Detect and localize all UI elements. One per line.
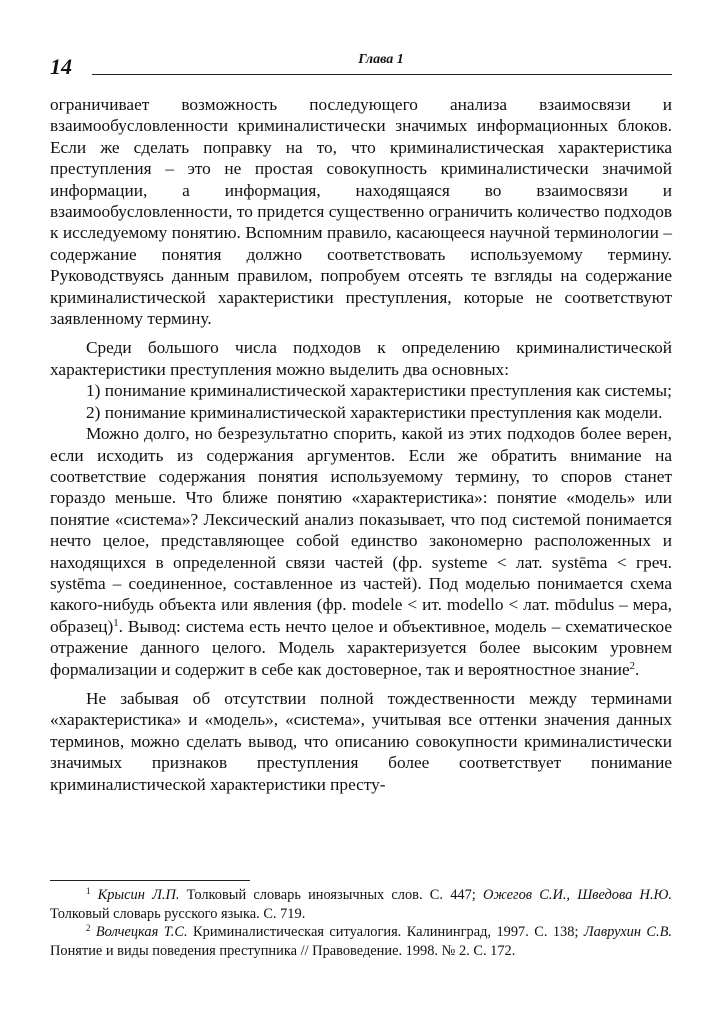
footnote-2-author-1: Волчецкая Т.С.: [95, 924, 188, 941]
footnote-2-mark: 2: [86, 923, 91, 934]
footnote-ref-1: 1: [113, 616, 119, 629]
running-head: Глава 1: [358, 52, 404, 67]
paragraph-5-part-b: . Вывод: система есть нечто целое и объективное, модель – схематическое отражение данного целого. Модель характеризуется более высоким уровнем формализации и содержит в себе как достоверное, так и вероятностное знание: [50, 616, 672, 679]
paragraph-4: 2) понимание криминалистической характеристики преступления как модели.: [86, 402, 663, 422]
footnotes: [50, 886, 672, 960]
footnote-2-author-2: Лаврухин С.В.: [583, 924, 672, 941]
paragraph-1: ограничивает возможность последующего анализа взаимосвязи и взаимообусловленности криминалистически значимых информационных блоков. Если же сделать поправку на то, что криминалистическая характеристика преступления – это не простая совокупность криминалистически значимой информации, а информация, находящаяся во взаимосвязи и взаимообусловленности, то придется существенно ограничить количество подходов к исследуемому понятию. Вспомним правило, касающееся научной терминологии – содержание понятия должно соответствовать используемому термину. Руководствуясь данным правилом, попробуем отсеять те взгляды на содержание криминалистической характеристики преступления, которые не соответствуют заявленному термину.: [50, 95, 672, 329]
body-text: [50, 94, 672, 795]
footnote-rule: [50, 880, 250, 881]
page-header: [50, 52, 672, 82]
paragraph-5-part-c: .: [635, 659, 640, 679]
footnote-1-mark: 1: [86, 886, 91, 897]
footnote-2-text-1: Криминалистическая ситуалогия. Калининград, 1997. С. 138;: [187, 924, 584, 941]
footnote-ref-2: 2: [629, 659, 636, 672]
footnote-2-text-2: Понятие и виды поведения преступника // Правоведение. 1998. № 2. С. 172.: [50, 942, 516, 959]
paragraph-6: Не забывая об отсутствии полной тождественности между терминами «характеристика» и «модель», «система», учитывая все оттенки значения данных терминов, можно сделать вывод, что описанию совокупности криминалистически значимых признаков преступления более соответствует понимание криминалистической характеристики престу-: [50, 688, 672, 794]
footnote-1-text-1: Толковый словарь иноязычных слов. С. 447;: [179, 887, 483, 903]
header-rule: [92, 74, 672, 75]
footnote-1: [50, 886, 672, 923]
footnote-1-author-2: Ожегов С.И., Шведова Н.Ю.: [483, 887, 672, 903]
paragraph-3: 1) понимание криминалистической характеристики преступления как системы;: [86, 381, 672, 401]
page-number: 14: [50, 54, 72, 79]
paragraph-5-part-a: Можно долго, но безрезультатно спорить, какой из этих подходов более верен, если исходить из содержания аргументов. Если же обратить внимание на соответствие содержания понятия используемому термину, то споров станет гораздо меньше. Что ближе понятию «характеристика»: понятие «модель» или понятие «система»? Лексический анализ показывает, что под системой понимается нечто целое, представляющее собой единство закономерно расположенных и находящихся в определенной связи частей (фр. systeme < лат. systēma < греч. systēma – соединенное, составленное из частей). Под моделью понимается схема какого-нибудь объекта или явления (фр. modele < ит. modello < лат. mōdulus – мера, образец): [50, 424, 672, 636]
paragraph-2: Среди большого числа подходов к определению криминалистической характеристики преступления можно выделить два основных:: [50, 338, 672, 379]
footnote-1-text-2: Толковый словарь русского языка. С. 719.: [50, 905, 306, 922]
footnote-2: [50, 923, 672, 960]
footnote-1-author-1: Крысин Л.П.: [97, 887, 180, 903]
paragraph-5: [50, 423, 672, 680]
